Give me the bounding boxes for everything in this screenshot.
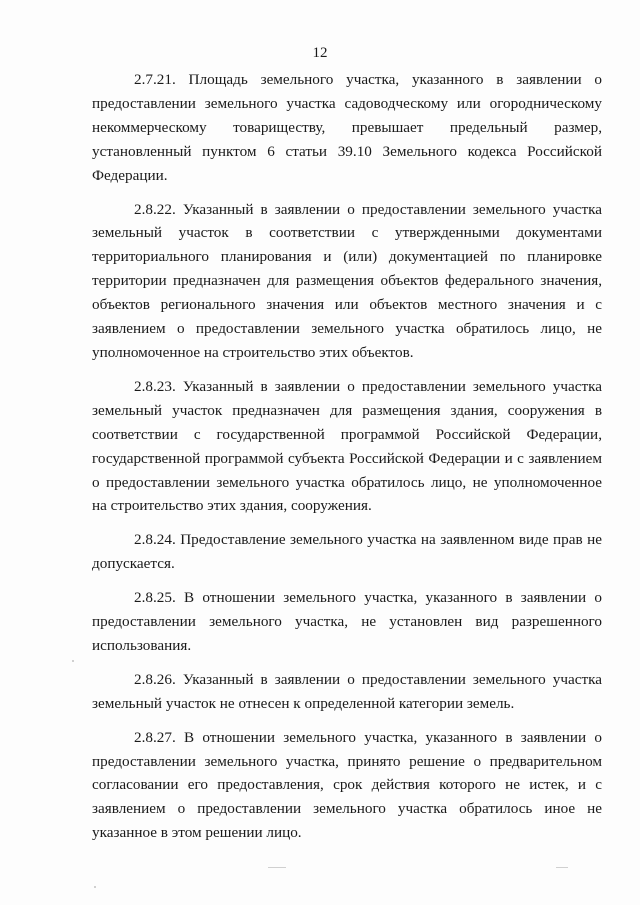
paragraph-2-8-22: 2.8.22. Указанный в заявлении о предоставлении земельного участка земельный участок в соответствии с утвержденными документами территориального планирования и (или) документацией по планировке территории предназначен для размещения объектов федерального значения, объектов регионального значения или объектов местного значения и с заявлением о предоставлении земельного участка обратилось лицо, не уполномоченное на строительство этих объектов. bbox=[92, 200, 602, 361]
scan-speck bbox=[268, 867, 286, 868]
paragraph-2-8-26: 2.8.26. Указанный в заявлении о предоставлении земельного участка земельный участок не отнесен к определенной категории земель. bbox=[92, 670, 602, 712]
document-body bbox=[92, 68, 602, 855]
paragraph-2-8-23: 2.8.23. Указанный в заявлении о предоставлении земельного участка земельный участок предназначен для размещения здания, сооружения в соответствии с государственной программой Российской Федерации, государственной программой субъекта Российской Федерации и с заявлением о предоставлении земельного участка обратилось лицо, не уполномоченное на строительство этих здания, сооружения. bbox=[92, 377, 602, 515]
scan-speck bbox=[556, 867, 568, 868]
page-number: 12 bbox=[312, 45, 328, 61]
paragraph-2-8-24: 2.8.24. Предоставление земельного участка на заявленном виде прав не допускается. bbox=[92, 531, 602, 573]
paragraph-2-7-21: 2.7.21. Площадь земельного участка, указанного в заявлении о предоставлении земельного участка садоводческому или огородническому некоммерческому товариществу, превышает предельный размер, установленный пунктом 6 статьи 39.10 Земельного кодекса Российской Федерации. bbox=[92, 71, 602, 184]
paragraph-2-8-27: 2.8.27. В отношении земельного участка, указанного в заявлении о предоставлении земельного участка, принято решение о предварительном согласовании его предоставления, срок действия которого не истек, и с заявлением о предоставлении земельного участка обратилось иное не указанное в этом решении лицо. bbox=[92, 728, 602, 842]
scan-speck bbox=[72, 660, 74, 662]
scan-speck bbox=[94, 886, 96, 888]
paragraph-2-8-25: 2.8.25. В отношении земельного участка, указанного в заявлении о предоставлении земельного участка, не установлен вид разрешенного использования. bbox=[92, 589, 602, 654]
